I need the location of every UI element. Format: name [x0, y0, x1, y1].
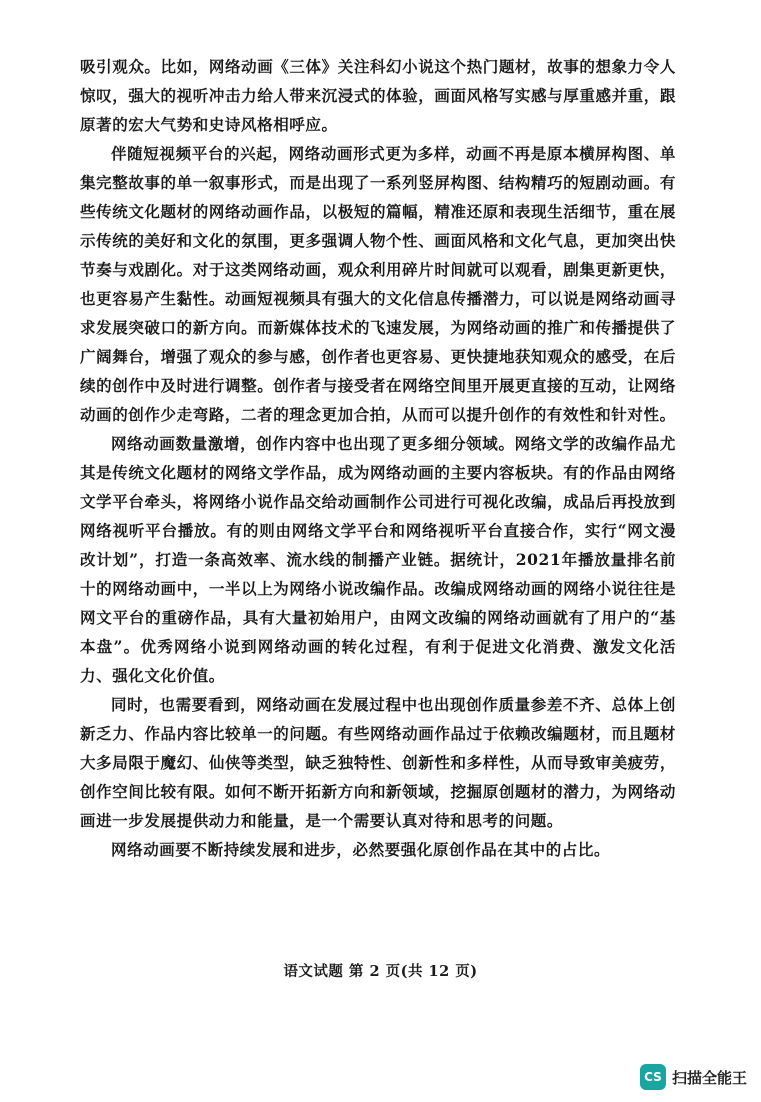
- paragraph-1: 吸引观众。比如，网络动画《三体》关注科幻小说这个热门题材，故事的想象力令人惊叹，强大的视听冲击力给人带来沉浸式的体验，画面风格写实感与厚重感并重，跟原著的宏大气势和史诗风格相呼应。: [80, 57, 676, 134]
- scanner-watermark: [640, 1064, 747, 1090]
- paragraph-3: 网络动画数量激增，创作内容中也出现了更多细分领域。网络文学的改编作品尤其是传统文化题材的网络文学作品，成为网络动画的主要内容板块。有的作品由网络文学平台牵头，将网络小说作品交给动画制作公司进行可视化改编，成品后再投放到网络视听平台播放。有的则由网络文学平台和网络视听平台直接合作，实行“网文漫改计划”，打造一条高效率、流水线的制播产业链。据统计，2021年播放量排名前十的网络动画中，一半以上为网络小说改编作品。改编成网络动画的网络小说往往是网文平台的重磅作品，具有大量初始用户，由网文改编的网络动画就有了用户的“基本盘”。优秀网络小说到网络动画的转化过程，有利于促进文化消费、激发文化活力、强化文化价值。: [80, 434, 676, 685]
- watermark-text: 扫描全能王: [671, 1068, 747, 1087]
- page-footer: 语文试题 第 2 页(共 12 页): [283, 963, 478, 980]
- camscanner-logo-icon: CS: [640, 1064, 666, 1090]
- paragraph-4: 同时，也需要看到，网络动画在发展过程中也出现创作质量参差不齐、总体上创新乏力、作品内容比较单一的问题。有些网络动画作品过于依赖改编题材，而且题材大多局限于魔幻、仙侠等类型，缺乏独特性、创新性和多样性，从而导致审美疲劳，创作空间比较有限。如何不断开拓新方向和新领域，挖掘原创题材的潜力，为网络动画进一步发展提供动力和能量，是一个需要认真对待和思考的问题。: [80, 695, 676, 830]
- document-body: [80, 52, 676, 864]
- paragraph-5: 网络动画要不断持续发展和进步，必然要强化原创作品在其中的占比。: [111, 840, 611, 859]
- paragraph-2: 伴随短视频平台的兴起，网络动画形式更为多样，动画不再是原本横屏构图、单集完整故事的单一叙事形式，而是出现了一系列竖屏构图、结构精巧的短剧动画。有些传统文化题材的网络动画作品，以极短的篇幅，精准还原和表现生活细节，重在展示传统的美好和文化的氛围，更多强调人物个性、画面风格和文化气息，更加突出快节奏与戏剧化。对于这类网络动画，观众利用碎片时间就可以观看，剧集更新更快，也更容易产生黏性。动画短视频具有强大的文化信息传播潜力，可以说是网络动画寻求发展突破口的新方向。而新媒体技术的飞速发展，为网络动画的推广和传播提供了广阔舞台，增强了观众的参与感，创作者也更容易、更快捷地获知观众的感受，在后续的创作中及时进行调整。创作者与接受者在网络空间里开展更直接的互动，让网络动画的创作少走弯路，二者的理念更加合拍，从而可以提升创作的有效性和针对性。: [80, 144, 676, 424]
